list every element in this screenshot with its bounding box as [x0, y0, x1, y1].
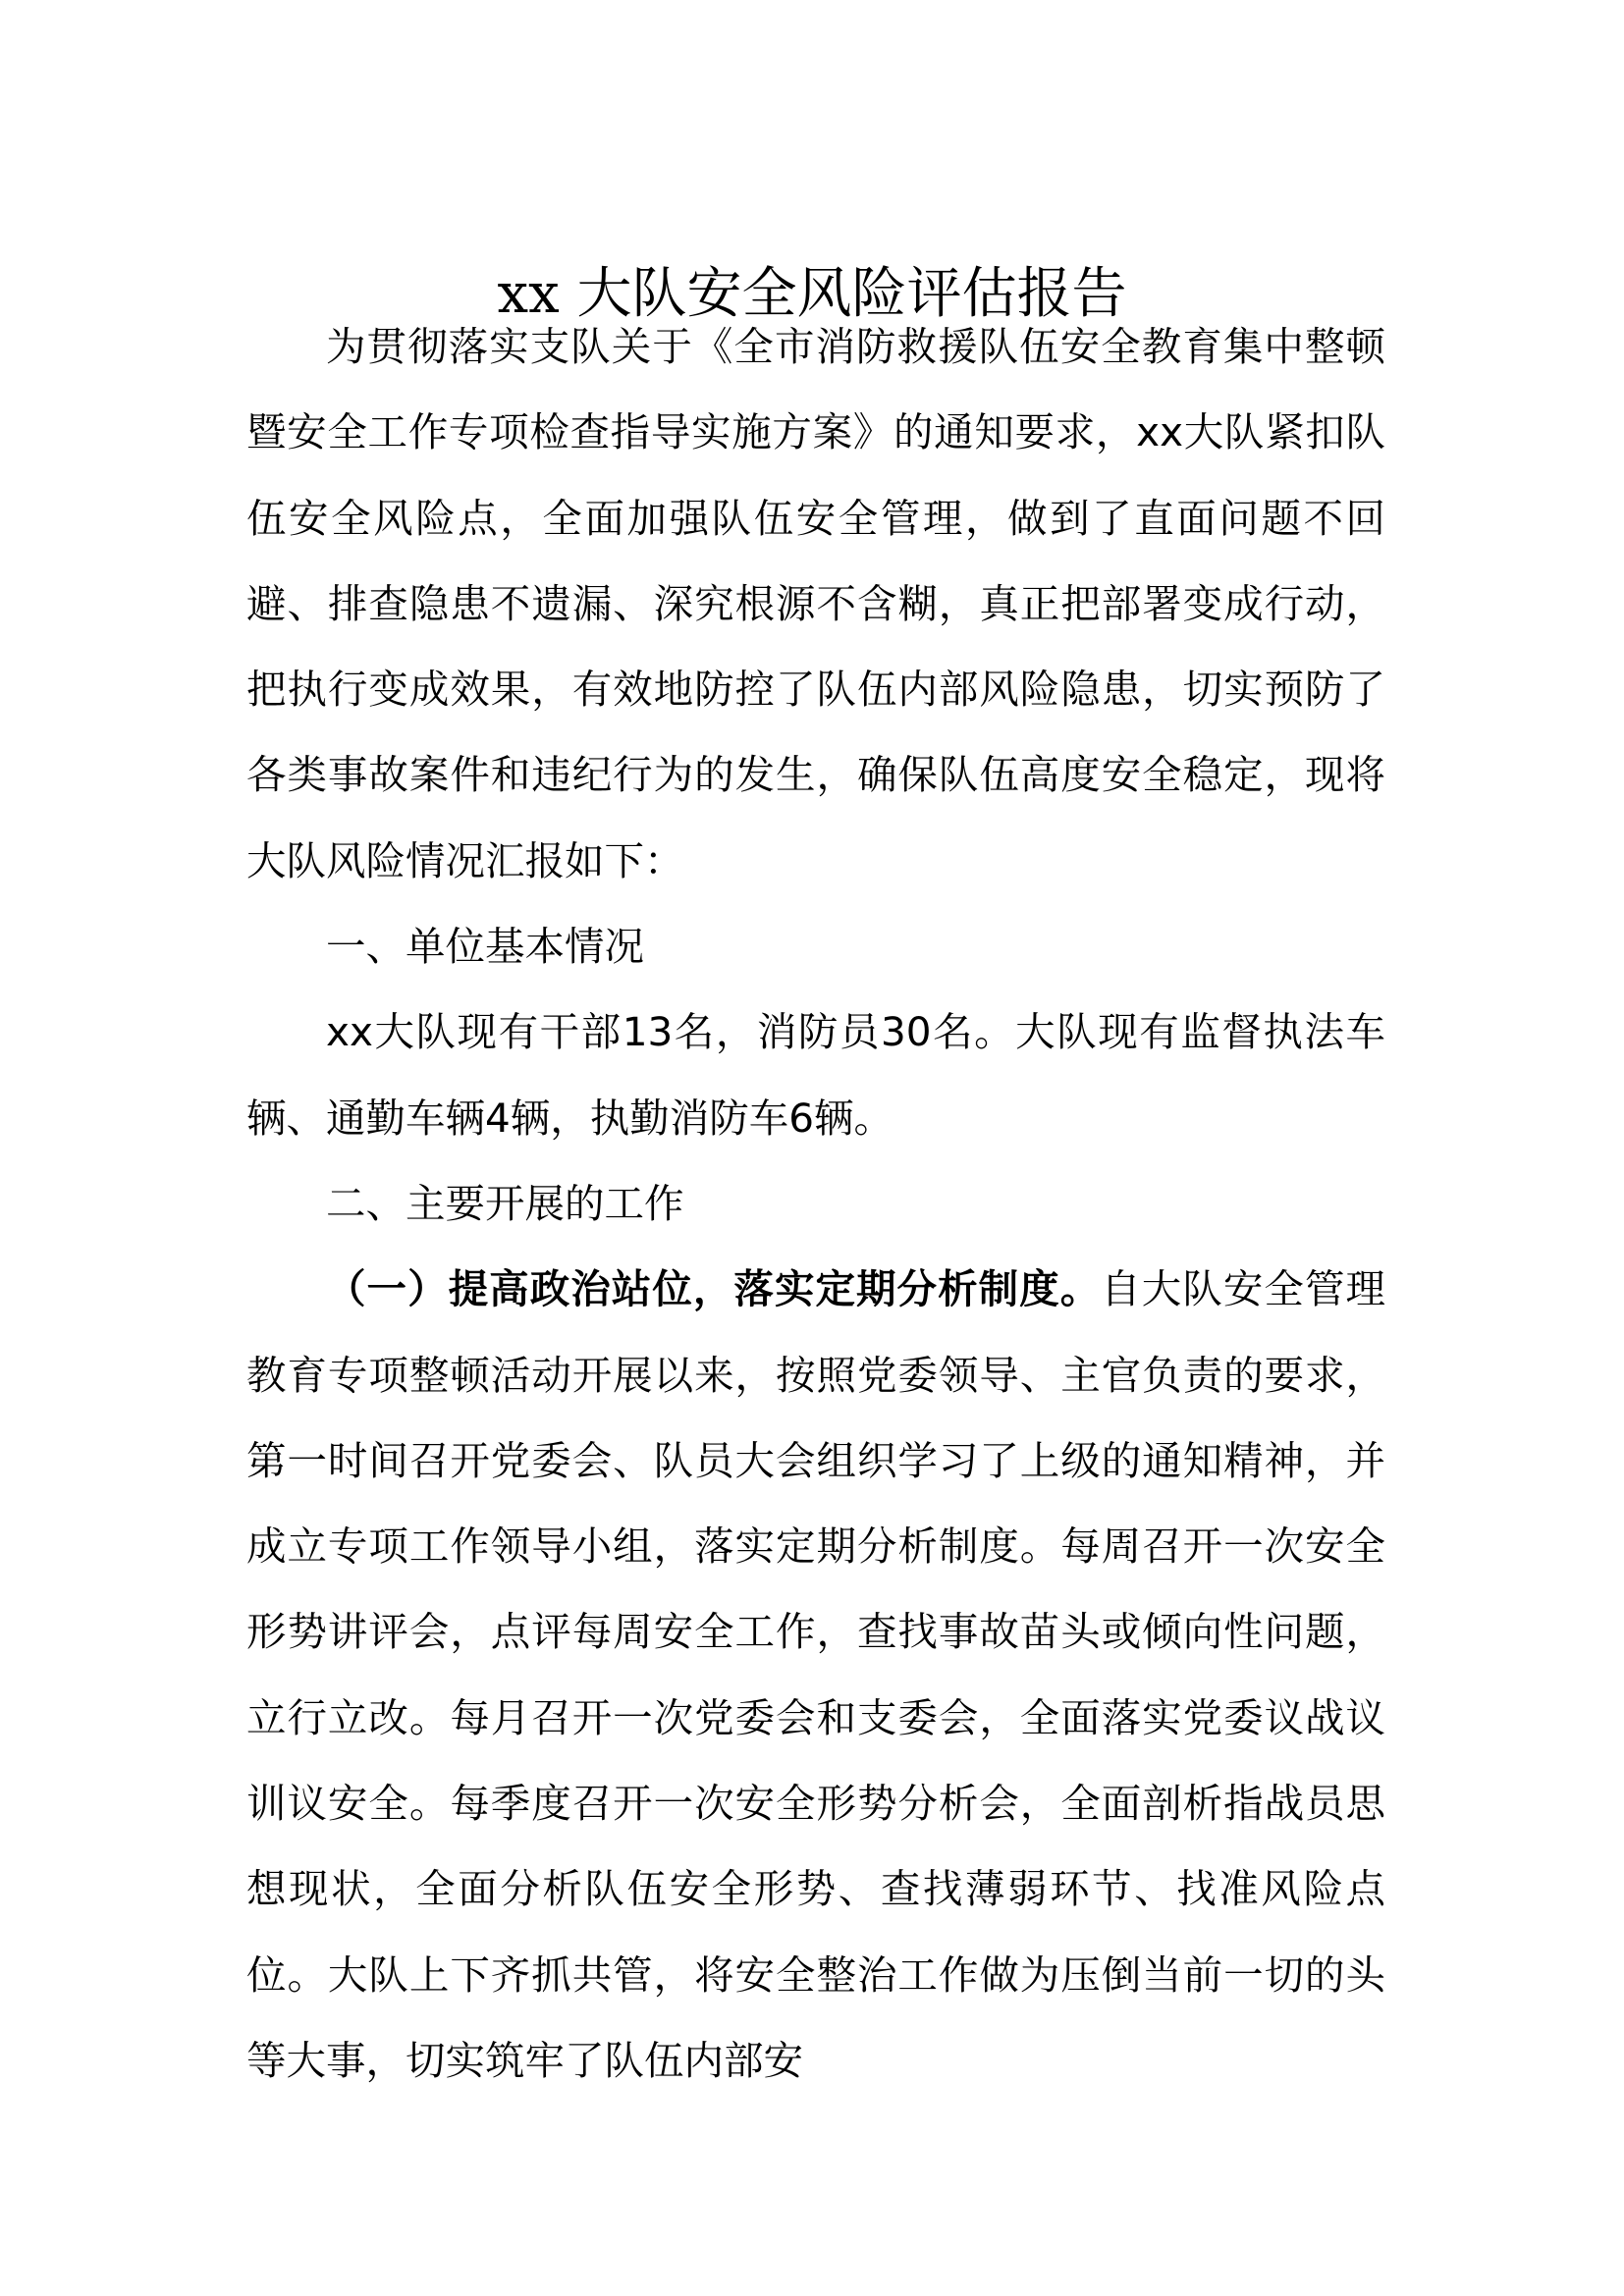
basic-info-paragraph: xx大队现有干部13名，消防员30名。大队现有监督执法车辆、通勤车辆4辆，执勤消防车6辆。 [246, 1008, 1385, 1142]
work-item-1-lead: （一）提高政治站位，落实定期分析制度。 [326, 1265, 1102, 1313]
title-prefix: xx [497, 261, 560, 326]
title-main: 大队安全风险评估报告 [576, 261, 1127, 326]
section-heading-main-work: 二、主要开展的工作 [326, 1179, 684, 1227]
document-body [246, 304, 1385, 2104]
intro-paragraph: 为贯彻落实支队关于《全市消防救援队伍安全教育集中整顿暨安全工作专项检查指导实施方案》的通知要求，xx大队紧扣队伍安全风险点，全面加强队伍安全管理，做到了直面问题不回避、排查隐患不遗漏、深究根源不含糊，真正把部署变成行动，把执行变成效果，有效地防控了队伍内部风险隐患，切实预防了各类事故案件和违纪行为的发生，确保队伍高度安全稳定，现将大队风险情况汇报如下： [246, 323, 1385, 884]
section-heading-basic-info: 一、单位基本情况 [326, 923, 644, 971]
work-item-1-paragraph [246, 1247, 1385, 2104]
work-item-1-text: 自大队安全管理教育专项整顿活动开展以来，按照党委领导、主官负责的要求，第一时间召开党委会、队员大会组织学习了上级的通知精神，并成立专项工作领导小组，落实定期分析制度。每周召开一次安全形势讲评会，点评每周安全工作，查找事故苗头或倾向性问题，立行立改。每月召开一次党委会和支委会，全面落实党委议战议训议安全。每季度召开一次安全形势分析会，全面剖析指战员思想现状，全面分析队伍安全形势、查找薄弱环节、找准风险点位。大队上下齐抓共管，将安全整治工作做为压倒当前一切的头等大事，切实筑牢了队伍内部安 [246, 1265, 1386, 2084]
